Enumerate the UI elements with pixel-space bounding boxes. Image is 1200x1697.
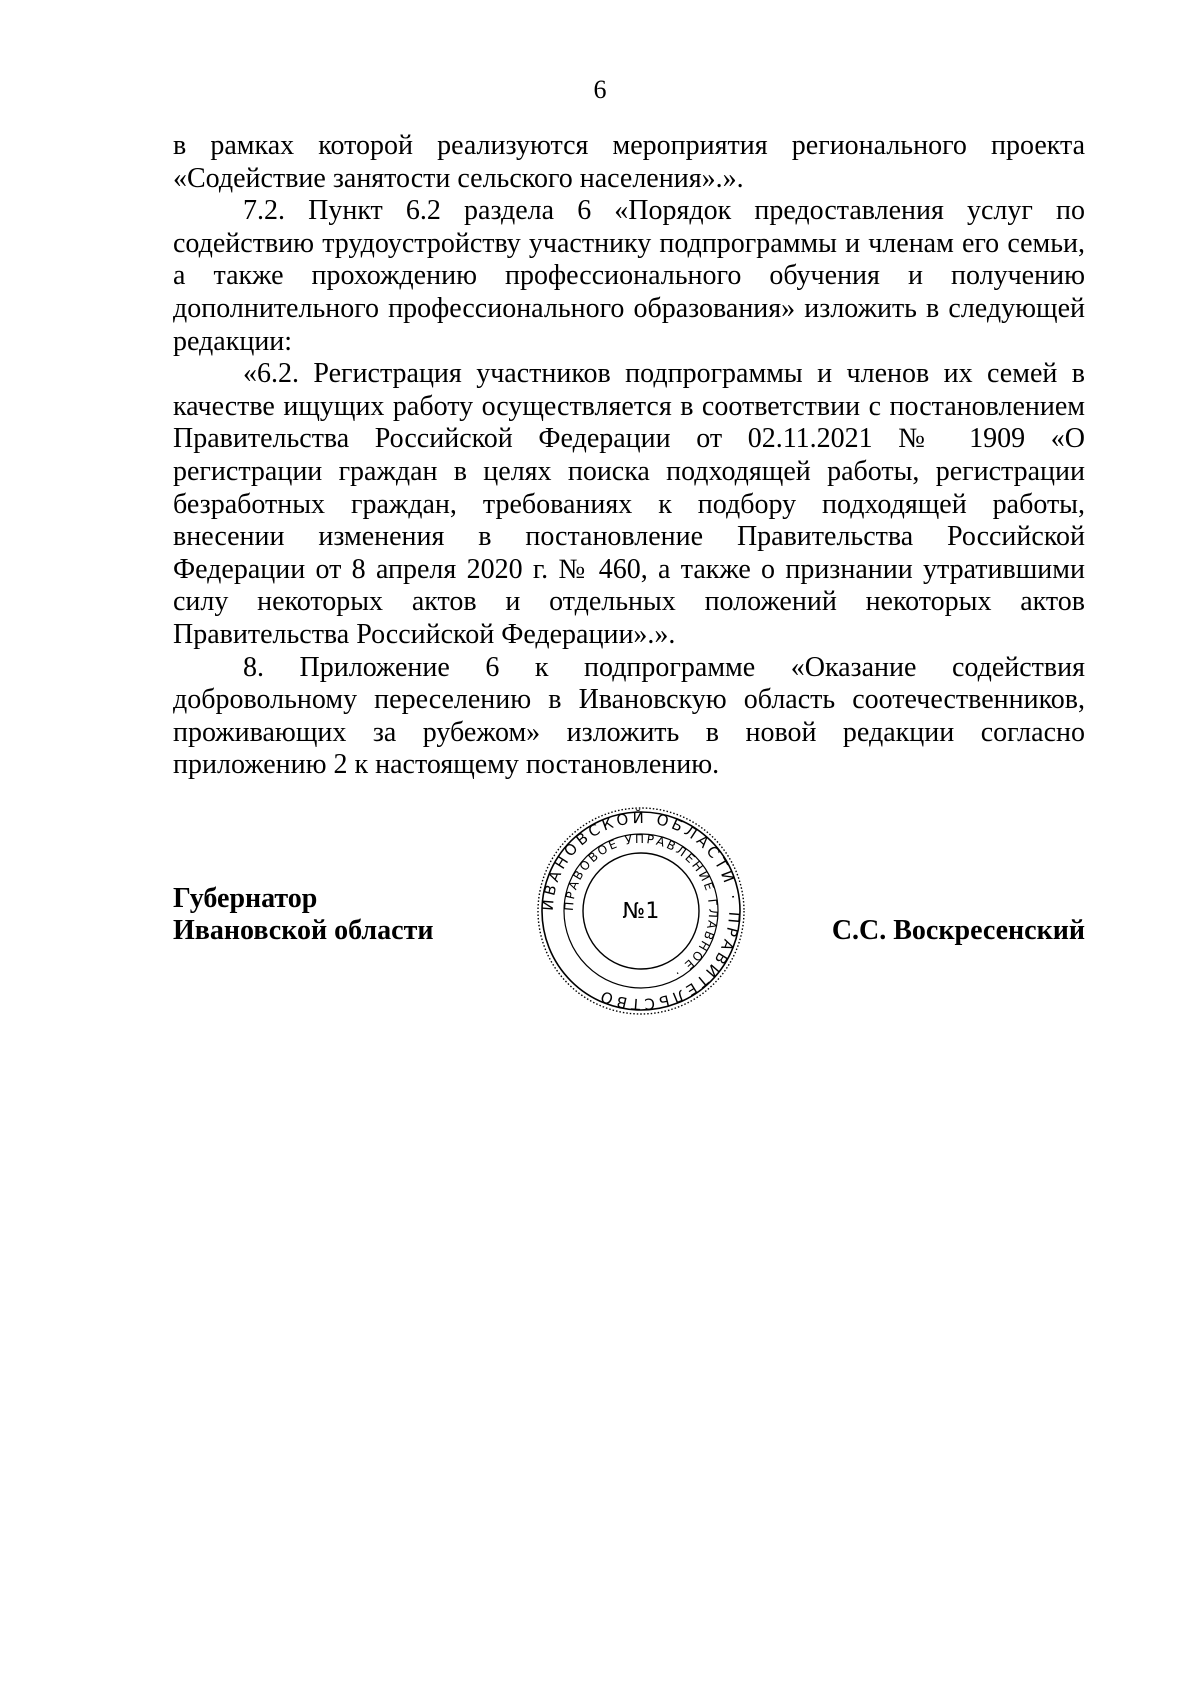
- paragraph-quote-6-2: «6.2. Регистрация участников подпрограммы и членов их семей в качестве ищущих работу осуществляется в соответствии с постановлением Правительства Российской Федерации от 02.11.2021 № 1909 «О регистрации граждан в целях поиска подходящей работы, регистрации безработных граждан, требованиях к подбору подходящей работы, внесении изменения в постановление Правительства Российской Федерации от 8 апреля 2020 г. № 460, а также о признании утратившими силу некоторых актов и отдельных положений некоторых актов Правительства Российской Федерации».».: [173, 358, 1085, 650]
- paragraph-item-8: 8. Приложение 6 к подпрограмме «Оказание содействия добровольному переселению в Ивановскую область соотечественников, проживающих за рубежом» изложить в новой редакции согласно приложению 2 к настоящему постановлению.: [173, 651, 1085, 781]
- signatory-title-line2: Ивановской области: [173, 915, 434, 946]
- signatory-title-line1: Губернатор: [173, 883, 318, 914]
- document-body: [173, 130, 1085, 782]
- seal-inner-text: ПРАВОВОЕ УПРАВЛЕНИЕ ГЛАВНОЕ ·: [561, 831, 721, 982]
- signatory-name: С.С. Воскресенский: [831, 915, 1085, 946]
- page-number: 6: [593, 75, 607, 104]
- signatory-title: [173, 883, 433, 947]
- official-seal: [535, 805, 747, 1017]
- seal-outer-text: ИВАНОВСКОЙ ОБЛАСТИ · ПРАВИТЕЛЬСТВО: [538, 808, 744, 1014]
- paragraph-item-7-2: 7.2. Пункт 6.2 раздела 6 «Порядок предоставления услуг по содействию трудоустройству участнику подпрограммы и членам его семьи, а также прохождению профессионального обучения и получению дополнительного профессионального образования» изложить в следующей редакции:: [173, 195, 1085, 357]
- paragraph-continuation: в рамках которой реализуются мероприятия регионального проекта «Содействие занятости сельского населения».».: [173, 130, 1085, 194]
- seal-center-number: №1: [622, 899, 660, 924]
